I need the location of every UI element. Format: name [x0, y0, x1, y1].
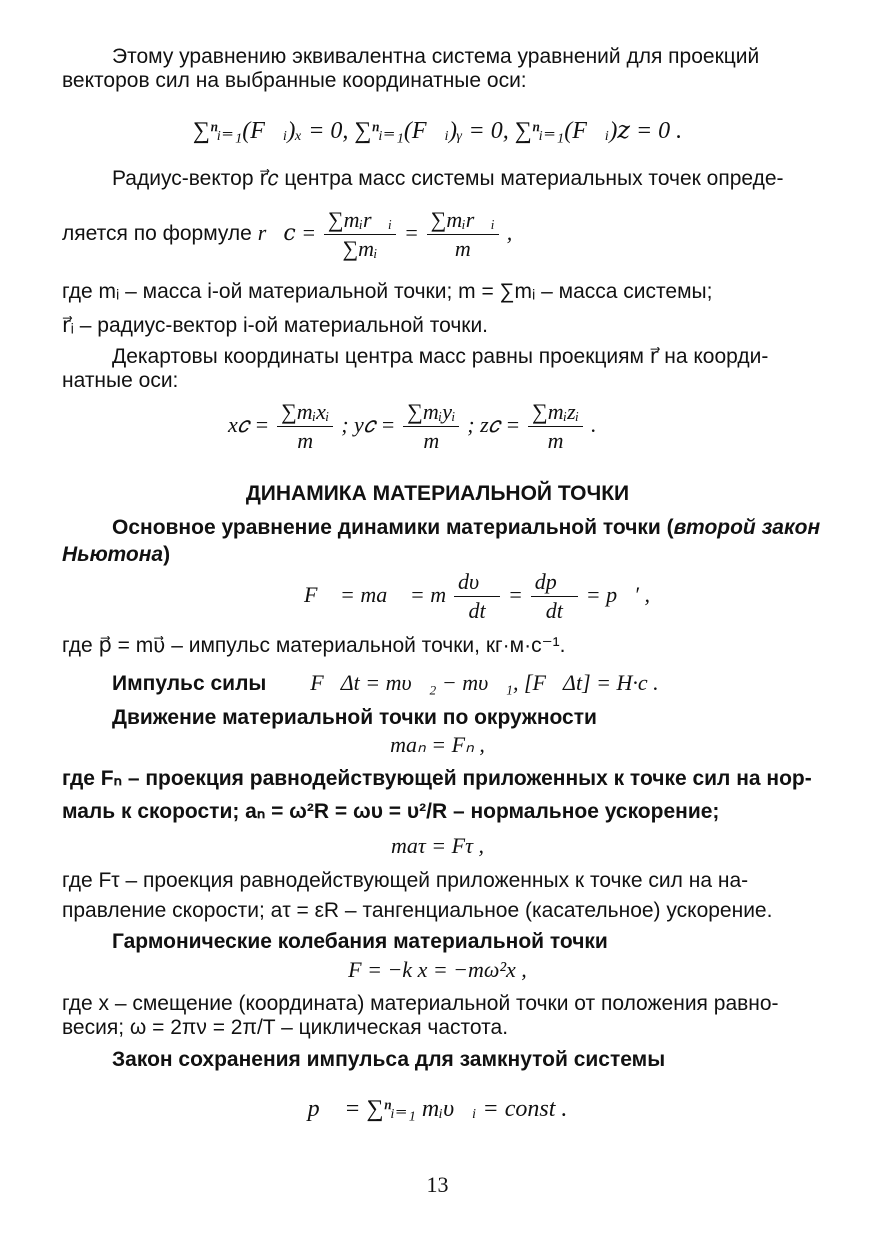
formula-newton-second-law: F⃗ = ma⃗ = m $\frac{d\upsilon⃗}{dt}$ = $\frac{dp⃗}{dt}$ = p⃗′ , [304, 569, 650, 623]
paragraph-line: правление скорости; aτ = εR – тангенциальное (касательное) ускорение. [62, 899, 773, 922]
fraction-denominator: m [454, 236, 471, 261]
subsection-title-text: ) [163, 543, 171, 566]
fraction [427, 206, 499, 263]
paragraph-line: где Fₙ – проекция равнодействующей приложенных к точке сил на нор- [62, 767, 812, 790]
impulse-line [112, 670, 659, 697]
subsection-title: Движение материальной точки по окружности [112, 706, 597, 729]
subsection-title: Закон сохранения импульса для замкнутой системы [112, 1048, 666, 1071]
paragraph-line: r⃗ᵢ – радиус-вектор i-ой материальной точки. [62, 314, 489, 337]
fraction-numerator: ∑mᵢyᵢ [403, 398, 459, 427]
fraction [403, 398, 459, 455]
formula-newton-rhs: = p⃗′ , [585, 582, 650, 608]
fraction-denominator: m [547, 428, 564, 453]
fraction-denominator: m [423, 428, 440, 453]
paragraph-line: Декартовы координаты центра масс равны проекциям r⃗ на коорди- [112, 345, 769, 368]
fraction-numerator: dυ⃗ [454, 568, 500, 597]
formula-normal-force: maₙ = Fₙ , [390, 732, 485, 757]
paragraph-line: весия; ω = 2πν = 2π/T – циклическая частота. [62, 1016, 509, 1039]
fraction-denominator: m [297, 428, 314, 453]
fraction-numerator: dp⃗ [531, 568, 578, 597]
paragraph-line: Радиус-вектор r⃗𝑐 центра масс системы материальных точек опреде- [112, 167, 784, 190]
formula-newton-lhs: F⃗ = ma⃗ = m [304, 582, 447, 608]
fraction [531, 568, 578, 625]
subsection-title-italic: Ньютона [62, 543, 164, 566]
formula-xc-lhs: x𝑐 = [228, 412, 270, 438]
formula-center-of-mass-line: ляется по формуле r⃗𝑐 = $\frac{\text{∑mᵢr⃗ᵢ}}{\text{∑mᵢ}}$ = $\frac{\text{∑mᵢr⃗ᵢ}}{m}$ , [62, 207, 513, 261]
formula-impulse: F⃗Δt = mυ⃗₂ − mυ⃗₁, [F⃗Δt] = Н·с . [310, 670, 659, 695]
fraction-denominator: dt [468, 598, 486, 623]
fraction-numerator: ∑mᵢxᵢ [277, 398, 333, 427]
section-heading: ДИНАМИКА МАТЕРИАЛЬНОЙ ТОЧКИ [245, 482, 630, 505]
formula-rc-lhs: r⃗𝑐 = [257, 220, 317, 246]
formula-momentum-conservation: p⃗ = ∑ⁿᵢ₌₁ mᵢυ⃗ᵢ = const . [307, 1096, 568, 1122]
formula-harmonic: F = −k x = −mω²x , [348, 957, 527, 982]
fraction [528, 398, 583, 455]
fraction-numerator: ∑mᵢzᵢ [528, 398, 583, 427]
paragraph-line: где x – смещение (координата) материальной точки от положения равно- [62, 992, 779, 1015]
subsection-title-line [112, 515, 820, 541]
fraction-denominator: dt [545, 598, 563, 623]
formula-lead-text: ляется по формуле [62, 222, 252, 246]
subsection-title-italic: второй закон [673, 516, 821, 539]
subsection-title-text: Основное уравнение динамики материальной точки ( [112, 516, 674, 539]
subsection-title: Импульс силы [112, 672, 267, 695]
fraction-denominator: ∑mᵢ [342, 236, 378, 261]
formula-coordinates-line: x𝑐 = $\frac{\text{∑mᵢxᵢ}}{m}$ ; y𝑐 = $\frac{\text{∑mᵢyᵢ}}{m}$ ; z𝑐 = $\frac{\text{∑mᵢzᵢ}}{m}$ . [228, 399, 597, 453]
paragraph-line: где p⃗ = mυ⃗ – импульс материальной точки, кг·м·с⁻¹. [62, 634, 566, 657]
fraction-numerator: ∑mᵢr⃗ᵢ [324, 206, 396, 235]
fraction [324, 206, 396, 263]
fraction [277, 398, 333, 455]
page-number: 13 [426, 1172, 449, 1197]
paragraph-line: натные оси: [62, 369, 179, 392]
formula-yc-lhs: ; y𝑐 = [341, 412, 396, 438]
formula-projection-sums: ∑ⁿᵢ₌₁(F⃗ᵢ)ₓ = 0, ∑ⁿᵢ₌₁(F⃗ᵢ)ᵧ = 0, ∑ⁿᵢ₌₁(F⃗ᵢ)𝑧 = 0 . [192, 118, 683, 144]
fraction [454, 568, 500, 625]
paragraph-line: где mᵢ – масса i-ой материальной точки; m = ∑mᵢ – масса системы; [62, 280, 713, 303]
formula-tangential-force: maτ = Fτ , [391, 833, 484, 858]
subsection-title: Гармонические колебания материальной точки [112, 930, 608, 953]
paragraph-line: маль к скорости; aₙ = ω²R = ωυ = υ²/R – нормальное ускорение; [62, 800, 720, 823]
formula-zc-lhs: ; z𝑐 = [467, 412, 521, 438]
paragraph-line: Этому уравнению эквивалентна система уравнений для проекций [112, 45, 760, 68]
subsection-title-line [62, 542, 170, 568]
paragraph-line: где Fτ – проекция равнодействующей приложенных к точке сил на на- [62, 869, 749, 892]
fraction-numerator: ∑mᵢr⃗ᵢ [427, 206, 499, 235]
paragraph-line: векторов сил на выбранные координатные оси: [62, 69, 527, 92]
